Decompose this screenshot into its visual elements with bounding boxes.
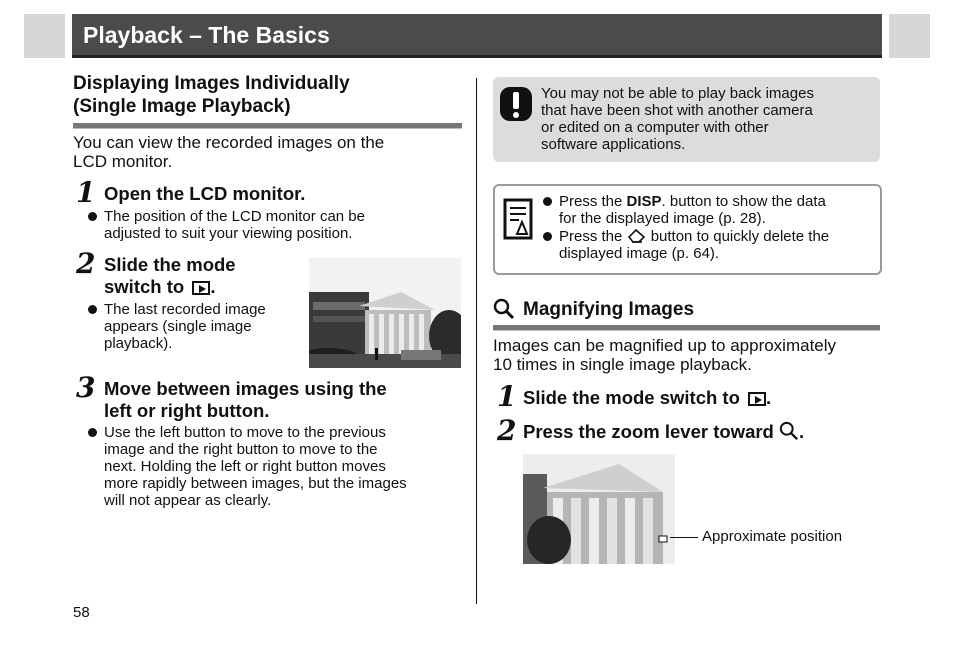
side-tab-right	[889, 14, 930, 58]
step-bullets	[86, 208, 365, 242]
step-title	[523, 421, 804, 443]
playback-mode-icon	[748, 392, 766, 406]
text-span: .	[210, 276, 216, 297]
text-span: button to quickly delete the	[646, 228, 830, 245]
step-number: 2	[76, 247, 96, 280]
text-line	[104, 276, 236, 298]
magnified-photo	[523, 454, 675, 564]
bullet-item	[86, 424, 407, 509]
text-line: left or right button.	[104, 400, 270, 421]
section-title-magnifying: Magnifying Images	[523, 299, 695, 320]
page-number: 58	[73, 604, 90, 621]
side-tab-left	[24, 14, 65, 58]
text-span: switch to	[104, 276, 185, 297]
text-line: The last recorded image	[104, 301, 266, 318]
playback-photo	[309, 258, 461, 368]
step-number: 3	[76, 371, 96, 404]
step-title: Open the LCD monitor.	[104, 183, 306, 204]
page-title: Playback – The Basics	[83, 22, 330, 48]
caution-box	[493, 77, 880, 162]
text-line: Use the left button to move to the previous	[104, 424, 386, 441]
note-box	[493, 184, 882, 275]
text-line: software applications.	[541, 136, 686, 153]
text-line: next. Holding the left or right button moves	[104, 458, 386, 475]
text-line: displayed image (p. 64).	[559, 245, 720, 262]
text-line	[559, 193, 876, 210]
text-span: Press the	[559, 193, 627, 210]
section-rule	[73, 123, 462, 129]
text-span: Press the zoom lever toward	[523, 421, 774, 442]
text-span: .	[799, 421, 805, 442]
section-rule	[493, 325, 880, 331]
step-title	[104, 254, 236, 298]
text-line: Move between images using the	[104, 378, 387, 399]
note-bullets	[541, 193, 876, 262]
zoomed-building-illustration	[523, 454, 675, 564]
text-line: image and the right button to move to the	[104, 441, 378, 458]
bullet-item	[86, 301, 266, 352]
text-line: or edited on a computer with other	[541, 119, 769, 136]
step-number: 1	[497, 380, 517, 413]
step-bullets	[86, 301, 266, 352]
text-span: . button to show the data	[661, 193, 826, 210]
text-line: adjusted to suit your viewing position.	[104, 225, 353, 242]
text-span: Slide the mode switch to	[523, 387, 740, 408]
text-line: You may not be able to play back images	[541, 85, 814, 102]
section-title-line: Displaying Images Individually	[73, 73, 350, 94]
bullet-item	[541, 228, 876, 262]
note-icon	[503, 198, 533, 240]
caution-text	[541, 85, 814, 153]
magnify-icon	[493, 298, 515, 320]
disp-button-label: DISP	[626, 193, 662, 210]
text-line: LCD monitor.	[73, 152, 173, 171]
caution-icon	[499, 86, 533, 122]
text-span: Press the	[559, 228, 627, 245]
playback-mode-icon	[192, 281, 210, 295]
bullet-item	[86, 208, 365, 242]
callout-line	[670, 537, 698, 538]
magnify-icon	[779, 421, 799, 441]
intro-text-right	[493, 336, 836, 374]
step-title	[523, 387, 771, 409]
text-span: .	[766, 387, 772, 408]
bullet-item	[541, 193, 876, 227]
intro-text-left	[73, 133, 384, 171]
callout-label: Approximate position	[702, 528, 843, 545]
erase-icon	[627, 228, 647, 244]
text-line: You can view the recorded images on the	[73, 133, 385, 152]
step-number: 1	[76, 176, 96, 209]
step-title	[104, 378, 387, 422]
text-line: for the displayed image (p. 28).	[559, 210, 766, 227]
text-line: Images can be magnified up to approximately	[493, 336, 837, 355]
column-divider	[476, 78, 477, 604]
header-bar	[72, 14, 882, 58]
building-photo-illustration	[309, 258, 461, 368]
text-line: that have been shot with another camera	[541, 102, 813, 119]
text-line: Slide the mode	[104, 254, 236, 275]
text-line: The position of the LCD monitor can be	[104, 208, 365, 225]
text-line: playback).	[104, 335, 173, 352]
step-number: 2	[497, 414, 517, 447]
section-title-single-playback	[73, 72, 350, 118]
section-title-line: (Single Image Playback)	[73, 96, 291, 117]
step-bullets	[86, 424, 407, 509]
text-line: more rapidly between images, but the images	[104, 475, 407, 492]
text-line: 10 times in single image playback.	[493, 355, 752, 374]
text-line: will not appear as clearly.	[104, 492, 272, 509]
text-line: appears (single image	[104, 318, 252, 335]
text-line	[559, 228, 876, 245]
